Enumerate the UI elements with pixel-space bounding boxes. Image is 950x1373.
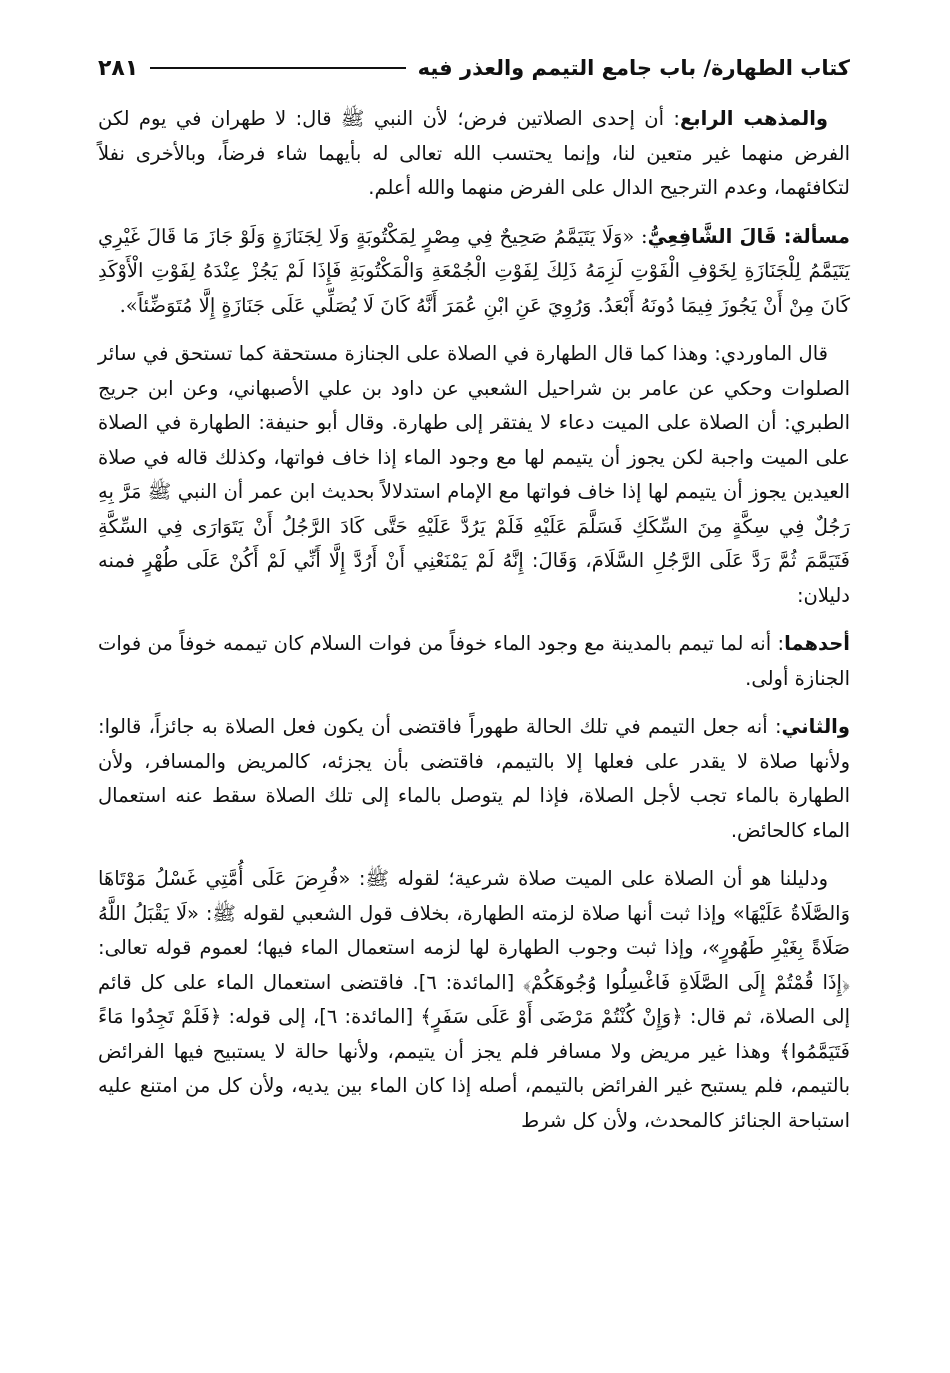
paragraph-text: ودليلنا هو أن الصلاة على الميت صلاة شرعية؛ لقوله ﷺ: «فُرِضَ عَلَى أُمَّتِي غَسْلُ مَوْتَاهَا وَالصَّلَاةُ عَلَيْهَا» وإذا ثبت أنها صلاة لزمته الطهارة، بخلاف قول الشعبي لقوله ﷺ: «لَا يَقْبَلُ اللَّهُ صَلَاةً بِغَيْرِ طَهُورٍ»، وإذا ثبت وجوب الطهارة لها لزمه استعمال الماء فيها؛ لعموم قوله تعالى: ﴿إِذَا قُمْتُمْ إِلَى الصَّلَاةِ فَاغْسِلُوا وُجُوهَكُمْ﴾ [المائدة: ٦]. فاقتضى استعمال الماء على كل قائم إلى الصلاة، ثم قال: ﴿وَإِنْ كُنْتُمْ مَرْضَى أَوْ عَلَى سَفَرٍ﴾ [المائدة: ٦]، إلى قوله: ﴿فَلَمْ تَجِدُوا مَاءً فَتَيَمَّمُوا﴾ وهذا غير مريض ولا مسافر فلم يجز أن يتيمم، ولأنها حالة لا يستبيح فيها الفرائض بالتيمم، فلم يستبح غير الفرائض بالتيمم، أصله إذا كان الماء بين يديه، ولأن كل من امتنع عليه استباحة الجنائز كالمحدث، ولأن كل شرط	[98, 867, 850, 1132]
paragraph-first-evidence	[98, 627, 850, 696]
paragraph-lead: والمذهب الرابع	[679, 107, 828, 130]
page-number: ٢٨١	[98, 55, 139, 81]
paragraph-text: : «وَلَا يَتَيَمَّمُ صَحِيحٌ فِي مِصْرٍ لِمَكْتُوبَةٍ وَلَا لِجَنَازَةٍ وَلَوْ جَازَ مَا قَالَ غَيْرِي يَتَيَمَّمُ لِلْجَنَازَةِ لِخَوْفِ الْفَوْتِ لَزِمَهُ ذَلِكَ لِفَوْتِ الْجُمْعَةِ وَالْمَكْتُوبَةِ فَإِذَا لَمْ يَجُزْ عِنْدَهُ لِفَوْتِ الْأَوْكَدِ كَانَ مِنْ أَنْ يَجُوزَ فِيمَا دُونَهُ أَبْعَدُ. وَرُوِيَ عَنِ ابْنِ عُمَرَ أَنَّهُ كَانَ لَا يُصَلِّي عَلَى جَنَازَةٍ إِلَّا مُتَوَضِّئاً».	[98, 224, 850, 317]
paragraph-mawardi	[98, 337, 850, 613]
running-header	[98, 48, 850, 88]
paragraph-lead: والثاني	[781, 715, 850, 738]
paragraph-text: قال الماوردي: وهذا كما قال الطهارة في الصلاة على الجنازة مستحقة كما تستحق في سائر الصلوات وحكي عن عامر بن شراحيل الشعبي عن داود بن علي الأصبهاني، وعن ابن جريج الطبري: أن الصلاة على الميت دعاء لا يفتقر إلى طهارة. وقال أبو حنيفة: الطهارة في الصلاة على الميت واجبة لكن يجوز أن يتيمم لها مع وجود الماء إذا خاف فواتها، وكذلك قاله في صلاة العيدين يجوز أن يتيمم لها إذا خاف فواتها مع الإمام استدلالاً بحديث ابن عمر أن النبي ﷺ مَرَّ بِهِ رَجُلٌ فِي سِكَّةٍ مِنَ السِّكَكِ فَسَلَّمَ عَلَيْهِ فَلَمْ يَرُدَّ عَلَيْهِ حَتَّى كَادَ الرَّجُلُ أَنْ يَتَوَارَى فِي السِّكَّةِ فَتَيَمَّمَ ثُمَّ رَدَّ عَلَى الرَّجُلِ السَّلَامَ، وَقَالَ: إِنَّهُ لَمْ يَمْنَعْنِي أَنْ أَرُدَّ إِلَّا أَنِّي لَمْ أَكُنْ عَلَى طُهْرٍ فمنه دليلان:	[98, 342, 850, 607]
paragraph-text: : أنه لما تيمم بالمدينة مع وجود الماء خوفاً من فوات السلام كان تيممه خوفاً من فوات الجنازة أولى.	[98, 632, 850, 690]
paragraph-fourth-madhhab	[98, 102, 850, 206]
paragraph-lead: أحدهما	[784, 632, 850, 655]
paragraph-text: : أن إحدى الصلاتين فرض؛ لأن النبي ﷺ قال: لا طهران في يوم لكن الفرض منهما غير متعين لنا، وإنما يحتسب الله تعالى له بأيهما شاء فرضاً، وبالأخرى نفلاً لتكافئهما، وعدم الترجيح الدال على الفرض منهما والله أعلم.	[98, 107, 850, 199]
book-page	[98, 48, 850, 1148]
header-rule	[150, 67, 405, 69]
paragraph-lead: مسألة: قَالَ الشَّافِعِيُّ	[647, 224, 850, 248]
paragraph-second-evidence	[98, 710, 850, 848]
chapter-title: كتاب الطهارة/ باب جامع التيمم والعذر فيه	[417, 56, 850, 80]
paragraph-our-evidence	[98, 862, 850, 1138]
paragraph-text: : أنه جعل التيمم في تلك الحالة طهوراً فاقتضى أن يكون فعل الصلاة به جائزاً، قالوا: ولأنها صلاة لا يقدر على فعلها إلا بالتيمم، فاقتضى بأن يجزئه، كالمريض والمسافر، ولأن الطهارة بالماء تجب لأجل الصلاة، فإذا لم يتوصل بالماء إلى تلك الصلاة سقط عنه استعمال الماء كالحائض.	[98, 715, 850, 842]
paragraph-masala-shafii	[98, 220, 850, 324]
